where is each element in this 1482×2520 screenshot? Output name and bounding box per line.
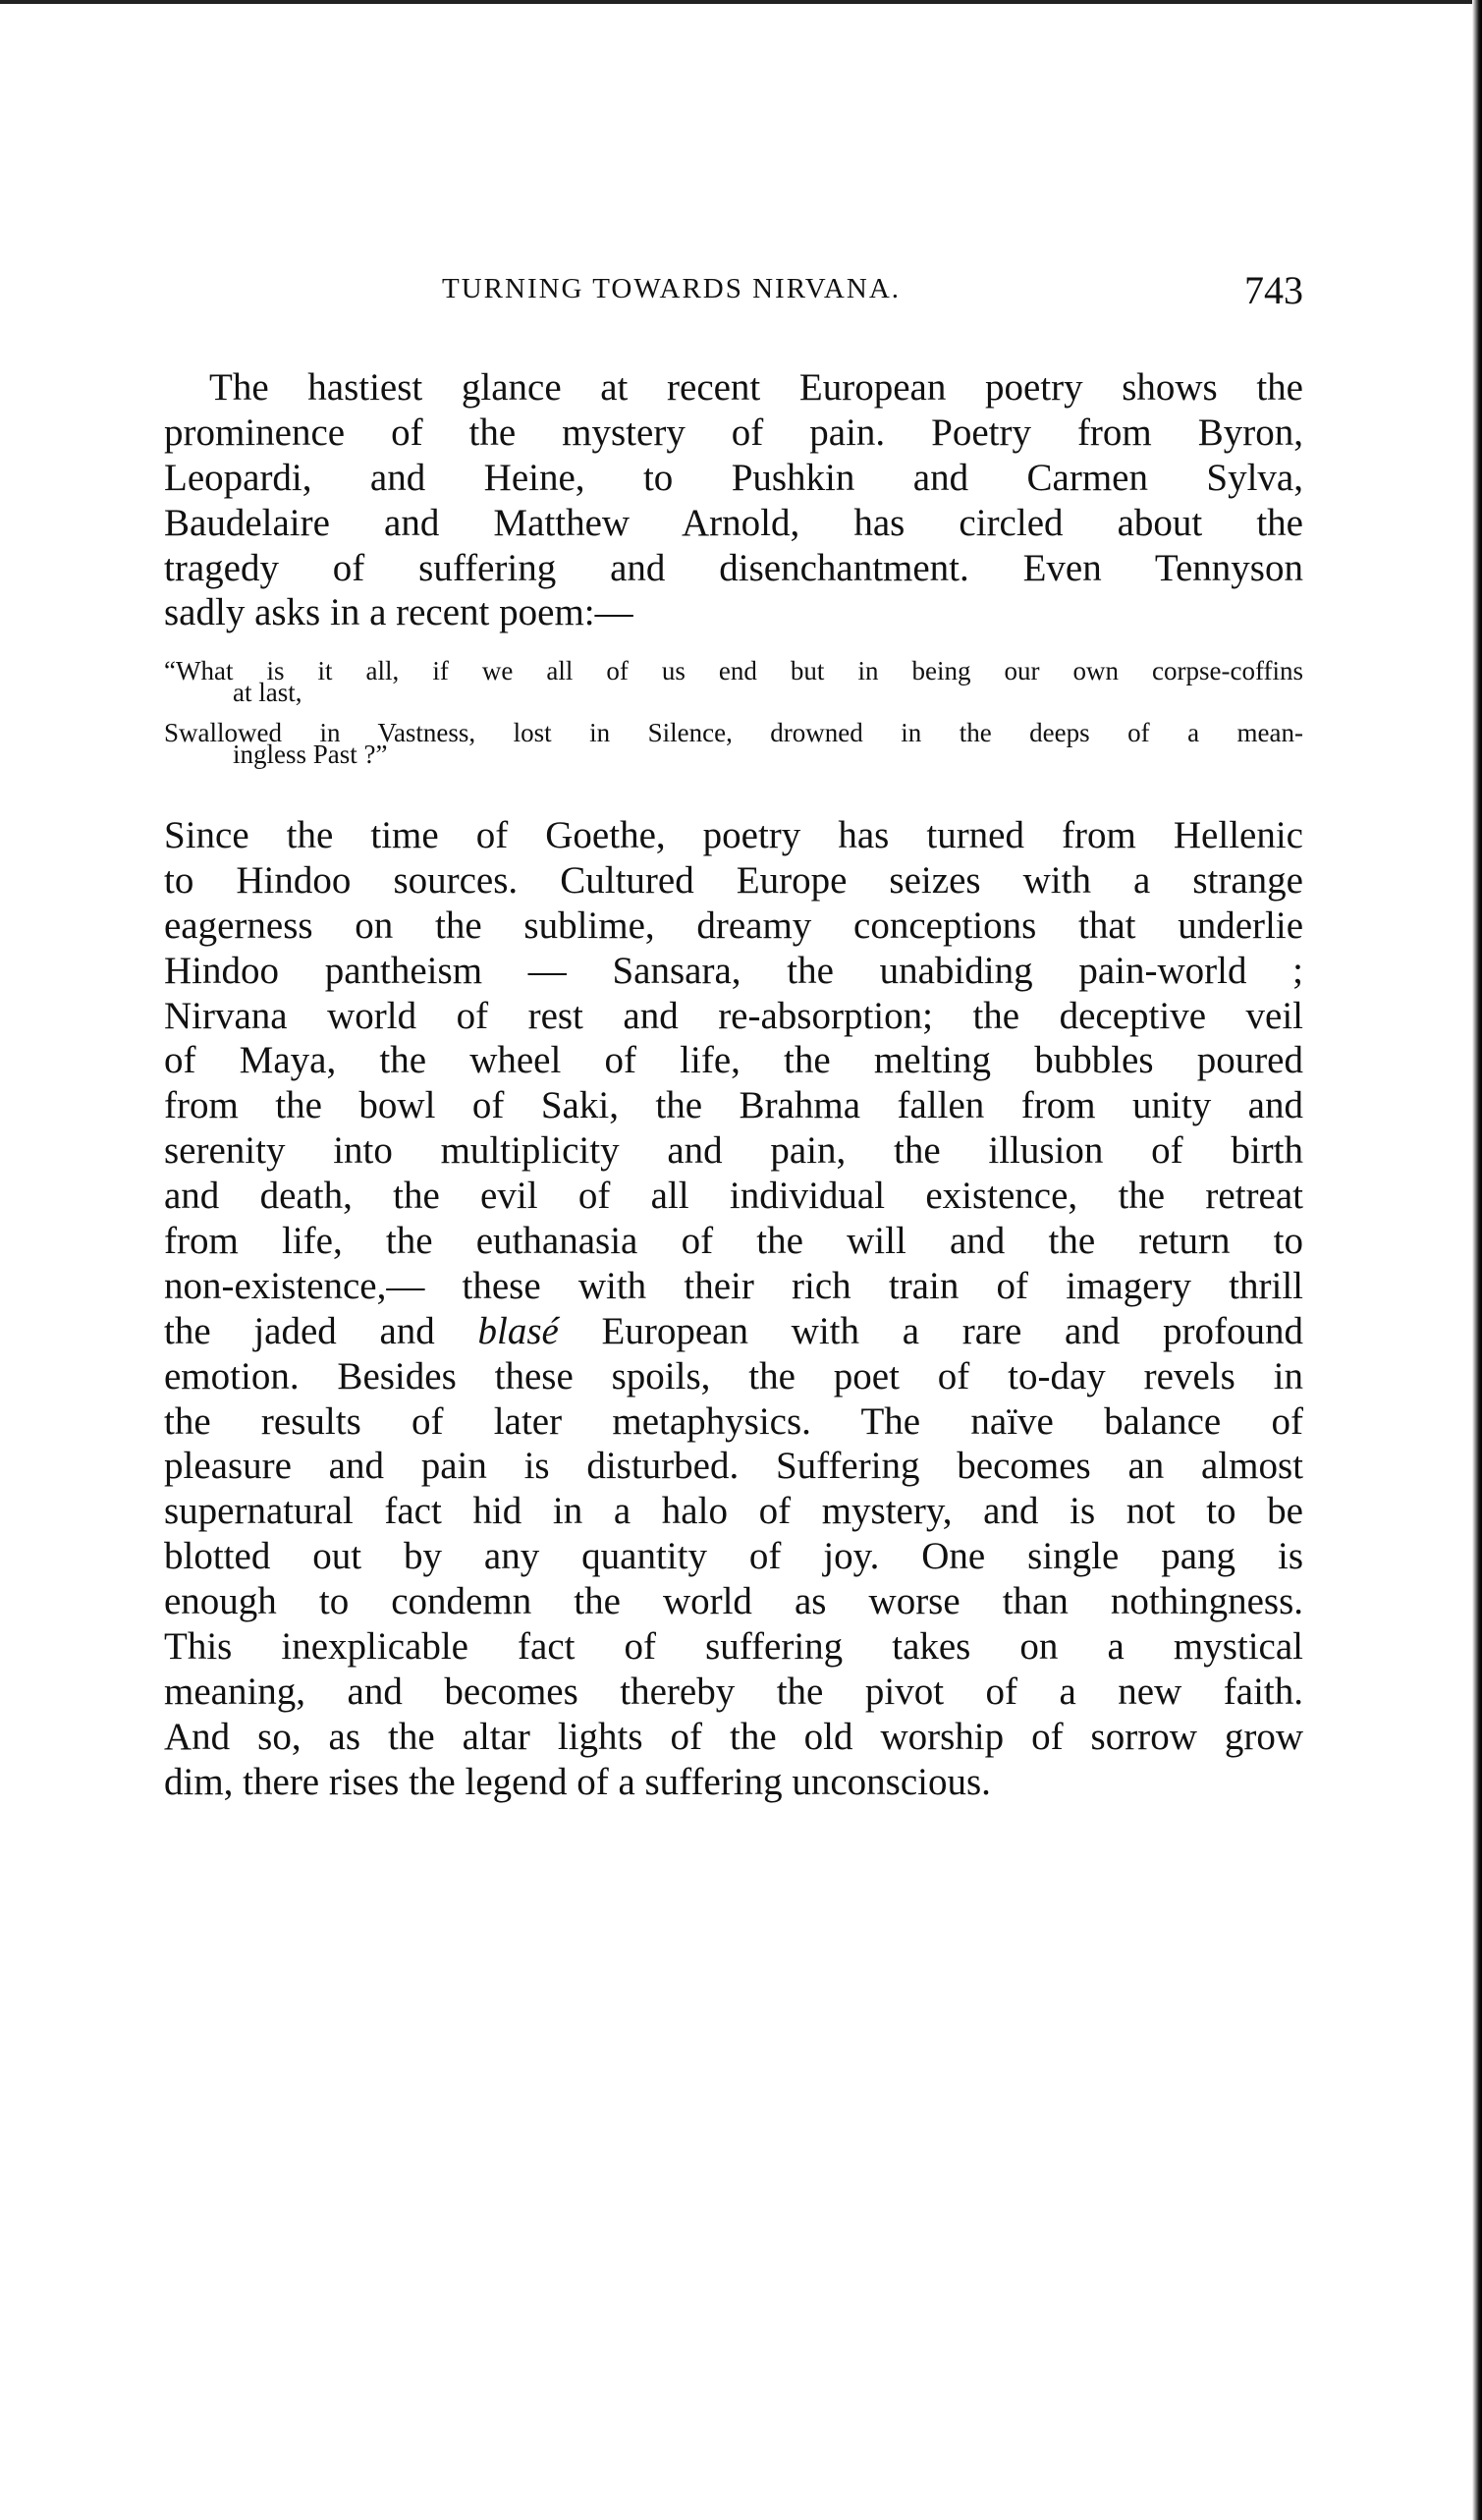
page-number: 743 xyxy=(1244,268,1303,312)
quote-line: ingless Past ?” xyxy=(233,740,388,769)
block-quote xyxy=(164,656,1303,784)
text-segment: European with a rare and profound xyxy=(558,1309,1303,1352)
quote-line: “What is it all, if we all of us end but in being our own corpse-coffins xyxy=(164,656,1303,685)
text-line: eagerness on the sublime, dreamy conceptions that underlie xyxy=(164,904,1303,947)
text-line: of Maya, the wheel of life, the melting bubbles poured xyxy=(164,1039,1303,1082)
text-line: the results of later metaphysics. The naïve balance of xyxy=(164,1399,1303,1443)
text-line: Since the time of Goethe, poetry has turned from Hellenic xyxy=(164,814,1303,856)
text-line: prominence of the mystery of pain. Poetry from Byron, xyxy=(164,411,1303,454)
text-line: and death, the evil of all individual existence, the retreat xyxy=(164,1175,1303,1218)
paragraph-1 xyxy=(164,365,1303,635)
text-line: tragedy of suffering and disenchantment. Even Tennyson xyxy=(164,546,1303,589)
text-line: supernatural fact hid in a halo of mystery, and is not to be xyxy=(164,1490,1303,1533)
text-line: serenity into multiplicity and pain, the illusion of birth xyxy=(164,1129,1303,1173)
page-header xyxy=(164,267,1303,316)
text-line: Nirvana world of rest and re-absorption; the deceptive veil xyxy=(164,994,1303,1037)
text-line: non-existence,— these with their rich train of imagery thrill xyxy=(164,1264,1303,1307)
text-line: Leopardi, and Heine, to Pushkin and Carmen Sylva, xyxy=(164,456,1303,499)
quote-line: Swallowed in Vastness, lost in Silence, drowned in the deeps of a mean- xyxy=(164,718,1303,747)
text-line: pleasure and pain is disturbed. Suffering becomes an almost xyxy=(164,1445,1303,1488)
text-line: enough to condemn the world as worse than nothingness. xyxy=(164,1580,1303,1623)
running-title: TURNING TOWARDS NIRVANA. xyxy=(442,273,902,304)
text-line: Baudelaire and Matthew Arnold, has circled about the xyxy=(164,501,1303,544)
italic-word: blasé xyxy=(477,1309,559,1352)
text-line: sadly asks in a recent poem:— xyxy=(164,591,633,634)
text-line: blotted out by any quantity of joy. One single pang is xyxy=(164,1535,1303,1578)
scan-border-right xyxy=(1472,0,1482,2520)
text-line: And so, as the altar lights of the old worship of sorrow grow xyxy=(164,1715,1303,1758)
text-line: Hindoo pantheism — Sansara, the unabiding pain-world ; xyxy=(164,949,1303,992)
text-line: meaning, and becomes thereby the pivot of a new faith. xyxy=(164,1670,1303,1713)
scan-border-top xyxy=(0,0,1482,4)
quote-line: at last, xyxy=(233,678,302,707)
text-line: dim, there rises the legend of a suffering unconscious. xyxy=(164,1760,991,1803)
text-line: from life, the euthanasia of the will and the return to xyxy=(164,1220,1303,1263)
text-segment: the jaded and xyxy=(164,1309,478,1352)
text-line: from the bowl of Saki, the Brahma fallen from unity and xyxy=(164,1084,1303,1127)
text-line: The hastiest glance at recent European poetry shows the xyxy=(209,366,1303,409)
text-line: to Hindoo sources. Cultured Europe seizes with a strange xyxy=(164,858,1303,902)
text-line: This inexplicable fact of suffering takes on a mystical xyxy=(164,1625,1303,1669)
text-line xyxy=(164,1309,1303,1354)
paragraph-2 xyxy=(164,813,1303,1805)
text-line: emotion. Besides these spoils, the poet of to-day revels in xyxy=(164,1354,1303,1397)
